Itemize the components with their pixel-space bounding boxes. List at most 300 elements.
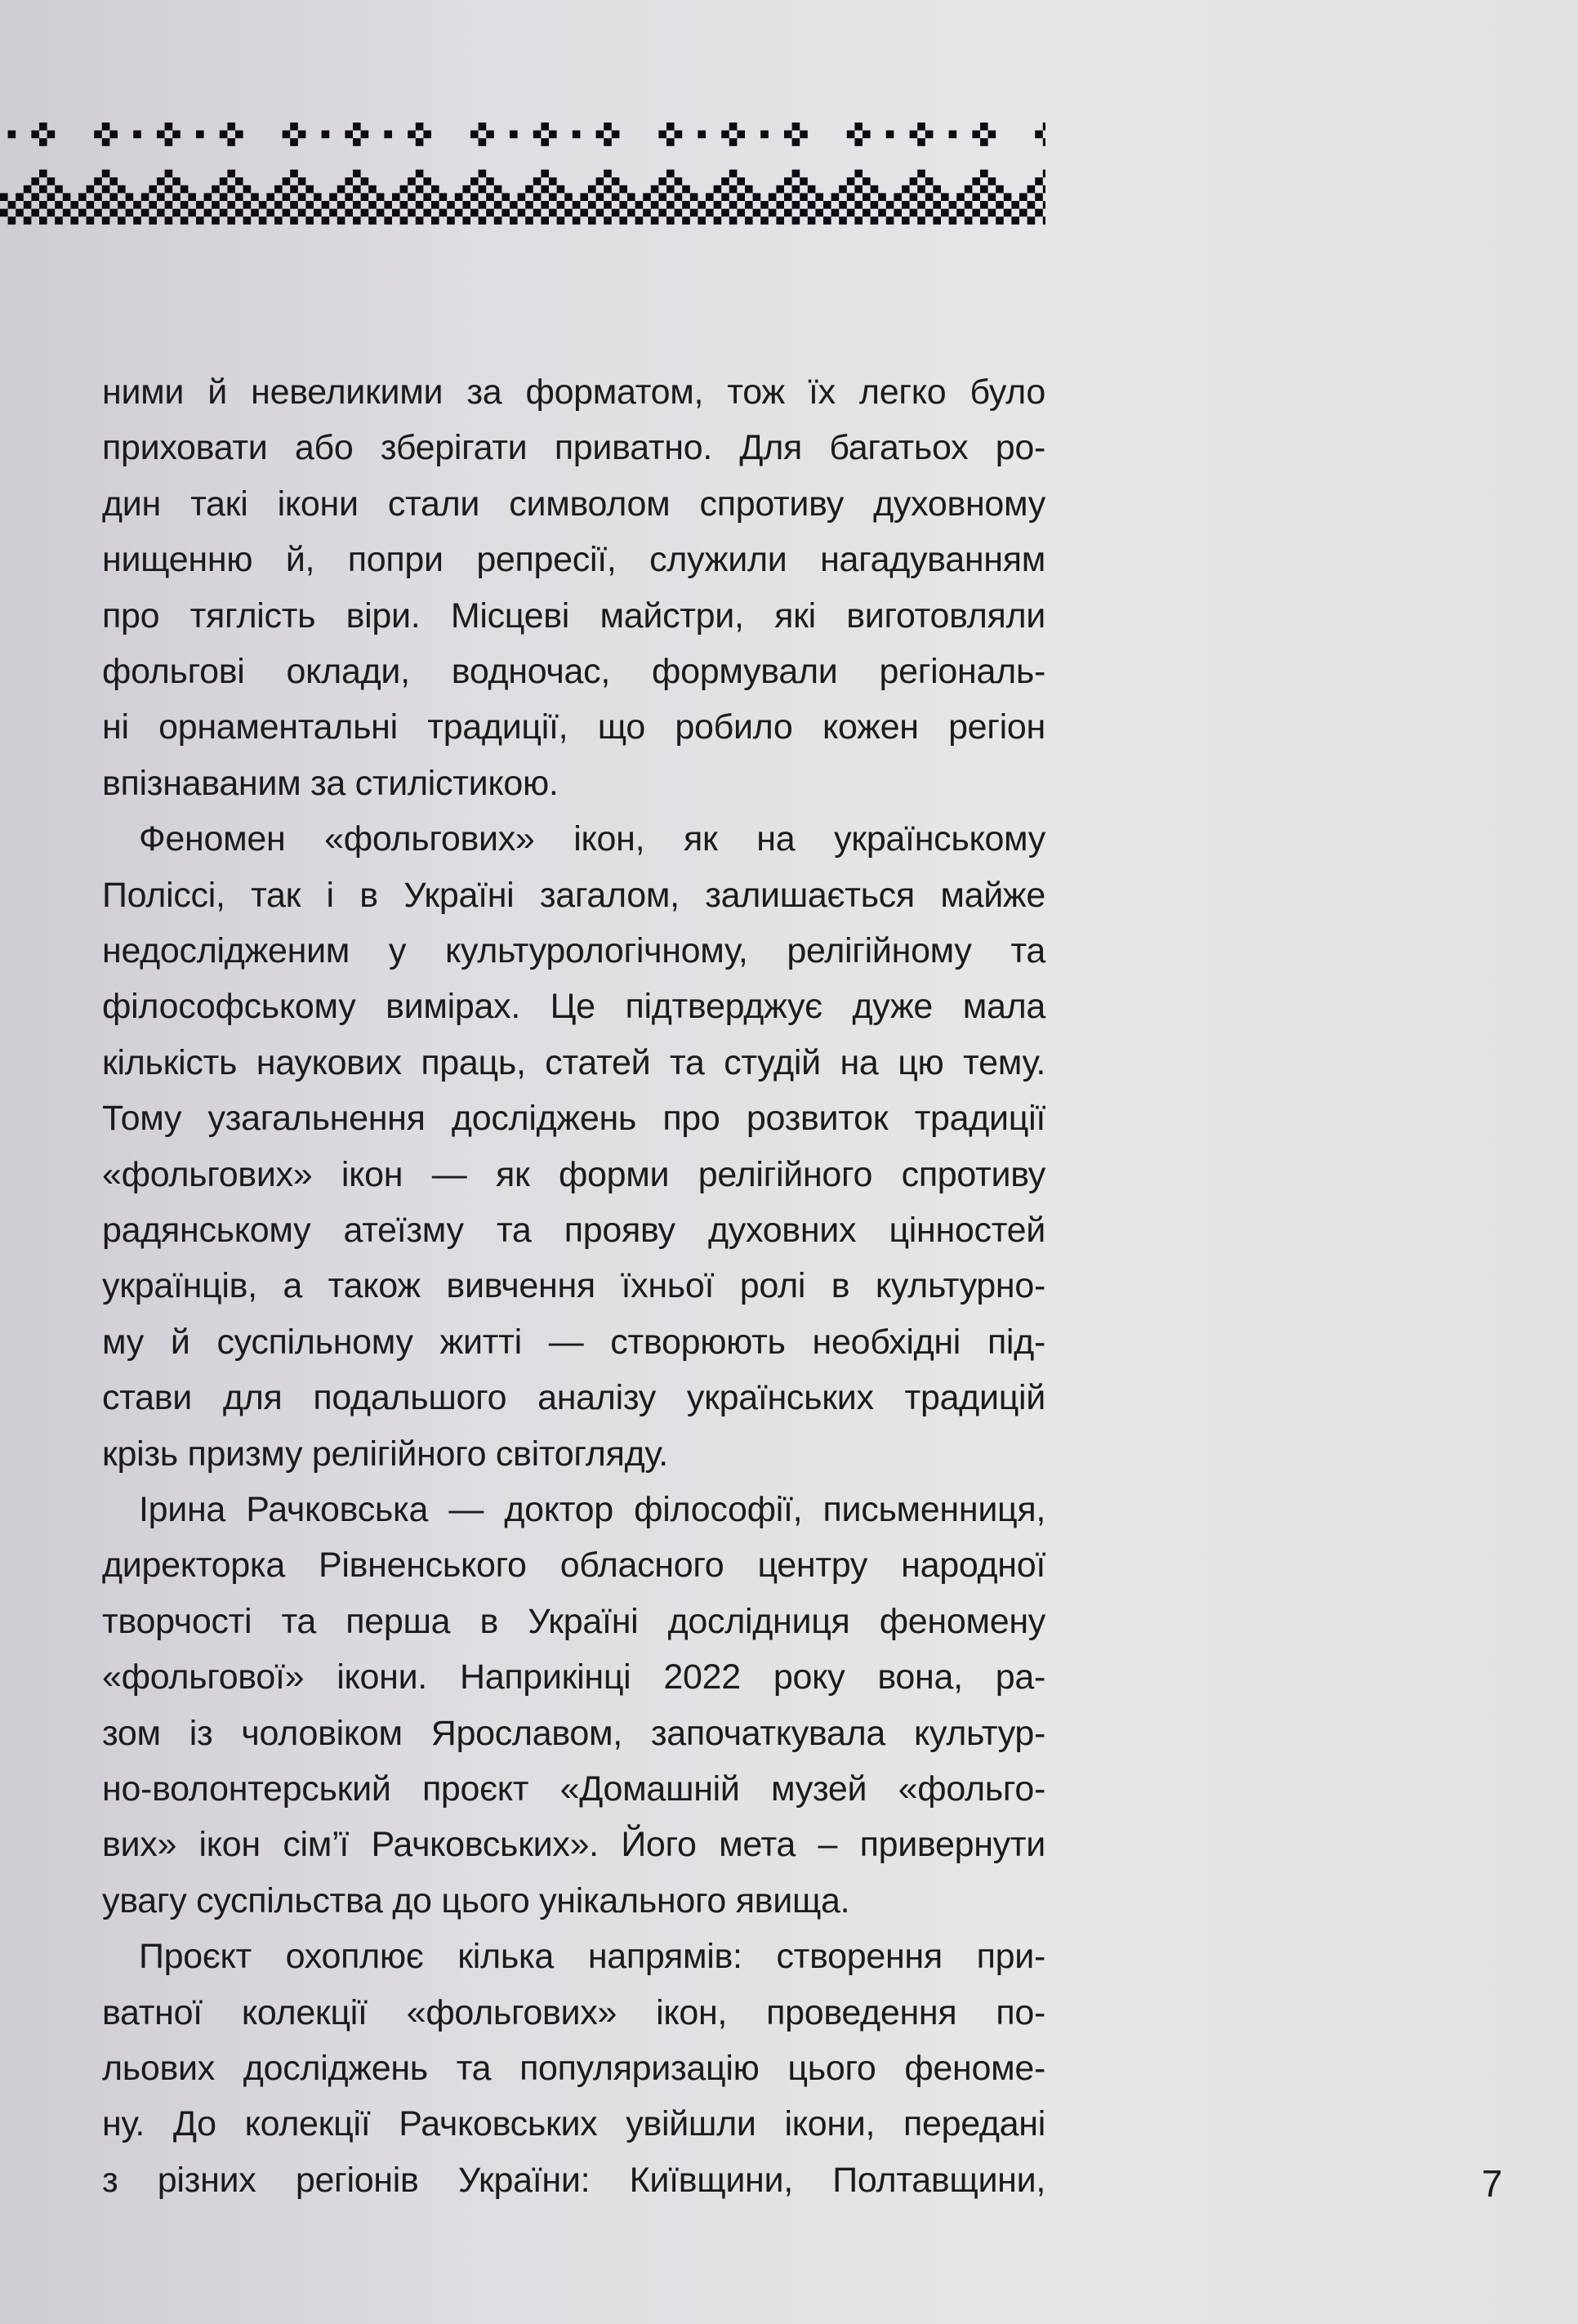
stitch-cell <box>980 201 988 209</box>
text-line: нищенню й, попри репресії, служили нагадуванням <box>102 540 1045 580</box>
stitch-cell <box>172 177 181 185</box>
cross-icon <box>157 131 165 139</box>
stitch-cell <box>573 216 581 225</box>
stitch-cell <box>118 216 126 225</box>
stitch-cell <box>290 185 298 194</box>
stitch-cell <box>847 209 855 217</box>
stitch-cell <box>854 185 863 194</box>
stitch-cell <box>1011 216 1019 225</box>
stitch-cell <box>871 216 879 225</box>
stitch-cell <box>917 185 925 194</box>
stitch-cell <box>721 193 729 201</box>
stitch-cell <box>666 201 675 209</box>
stitch-cell <box>55 201 63 209</box>
cross-icon <box>283 131 291 139</box>
stitch-cell <box>580 193 588 201</box>
stitch-cell <box>290 216 298 225</box>
stitch-cell <box>416 170 424 178</box>
stitch-cell <box>0 193 8 201</box>
stitch-cell <box>416 201 424 209</box>
stitch-cell <box>949 201 957 209</box>
stitch-cell <box>204 193 212 201</box>
stitch-cell <box>541 185 549 194</box>
stitch-cell <box>87 201 95 209</box>
stitch-cell <box>792 216 800 225</box>
stitch-cell <box>479 201 487 209</box>
stitch-cell <box>776 201 784 209</box>
stitch-cell <box>658 177 666 185</box>
stitch-cell <box>24 201 32 209</box>
stitch-cell <box>996 185 1004 194</box>
stitch-cell <box>800 209 808 217</box>
stitch-cell <box>878 209 886 217</box>
text-line: впізнаваним за стилістикою. <box>102 763 559 803</box>
stitch-cell <box>172 193 181 201</box>
stitch-cell <box>902 185 910 194</box>
stitch-cell <box>753 193 761 201</box>
stitch-cell <box>564 209 573 217</box>
stitch-cell <box>70 201 78 209</box>
stitch-cell <box>839 216 847 225</box>
cross-icon <box>220 131 228 139</box>
stitch-cell <box>486 193 494 201</box>
stitch-cell <box>988 193 996 201</box>
stitch-cell <box>78 193 87 201</box>
cross-icon <box>479 138 487 146</box>
stitch-cell <box>769 193 777 201</box>
stitch-cell <box>126 209 134 217</box>
stitch-cell <box>227 216 235 225</box>
stitch-cell <box>494 201 502 209</box>
text-line: ватної колекції «фольгових» ікон, проведення по- <box>102 1992 1045 2032</box>
stitch-cell <box>384 216 392 225</box>
cross-icon <box>721 131 729 139</box>
stitch-cell <box>666 185 675 194</box>
cross-icon <box>792 123 800 131</box>
stitch-cell <box>439 193 448 201</box>
stitch-cell <box>102 201 110 209</box>
stitch-cell <box>784 193 792 201</box>
cross-icon <box>39 138 47 146</box>
stitch-cell <box>133 216 141 225</box>
stitch-cell <box>235 177 243 185</box>
stitch-cell <box>564 193 573 201</box>
stitch-cell <box>910 193 918 201</box>
stitch-cell <box>549 193 557 201</box>
stitch-cell <box>283 209 291 217</box>
stitch-cell <box>39 216 47 225</box>
cross-icon <box>910 131 918 139</box>
stitch-cell <box>651 185 659 194</box>
dot-icon <box>322 131 330 139</box>
dot-icon <box>510 131 518 139</box>
stitch-cell <box>220 209 228 217</box>
stitch-cell <box>274 216 283 225</box>
stitch-cell <box>612 209 620 217</box>
stitch-cell <box>1043 216 1045 225</box>
stitch-cell <box>63 193 71 201</box>
stitch-cell <box>988 177 996 185</box>
stitch-cell <box>619 216 627 225</box>
stitch-cell <box>251 193 259 201</box>
stitch-cell <box>259 216 267 225</box>
stitch-cell <box>337 201 345 209</box>
text-line: но-волонтерський проєкт «Домашній музей «фольго- <box>102 1769 1045 1809</box>
stitch-cell <box>910 209 918 217</box>
stitch-cell <box>925 177 934 185</box>
stitch-cell <box>729 170 738 178</box>
text-line: льових досліджень та популяризацію цього феноме- <box>102 2049 1045 2088</box>
stitch-cell <box>627 193 635 201</box>
stitch-cell <box>455 193 463 201</box>
stitch-cell <box>627 209 635 217</box>
text-line: увагу суспільства до цього унікального явища. <box>102 1880 850 1920</box>
stitch-cell <box>392 209 400 217</box>
dot-icon <box>196 131 204 139</box>
stitch-cell <box>39 170 47 178</box>
cross-icon <box>729 138 738 146</box>
stitch-cell <box>714 201 722 209</box>
cross-icon <box>109 131 118 139</box>
stitch-cell <box>886 216 894 225</box>
cross-icon <box>172 131 181 139</box>
stitch-cell <box>212 201 220 209</box>
dot-icon <box>384 131 392 139</box>
cross-icon <box>980 138 988 146</box>
cross-icon <box>863 131 871 139</box>
stitch-cell <box>863 209 871 217</box>
stitch-cell <box>470 209 479 217</box>
text-line: «фольгової» ікони. Наприкінці 2022 року вона, ра- <box>102 1657 1045 1697</box>
cross-icon <box>290 123 298 131</box>
cross-icon <box>972 131 980 139</box>
stitch-cell <box>800 193 808 201</box>
stitch-cell <box>510 216 518 225</box>
cross-icon <box>729 123 738 131</box>
stitch-cell <box>518 209 526 217</box>
stitch-cell <box>227 185 235 194</box>
dot-icon <box>133 131 141 139</box>
text-line: ні орнаментальні традиції, що робило кожен регіон <box>102 707 1045 747</box>
stitch-cell <box>400 185 408 194</box>
stitch-cell <box>329 193 337 201</box>
stitch-cell <box>212 216 220 225</box>
stitch-cell <box>227 170 235 178</box>
stitch-cell <box>204 209 212 217</box>
dot-icon <box>760 131 769 139</box>
stitch-cell <box>878 193 886 201</box>
stitch-cell <box>479 170 487 178</box>
stitch-cell <box>149 185 157 194</box>
stitch-cell <box>181 216 189 225</box>
stitch-cell <box>792 170 800 178</box>
stitch-cell <box>619 201 627 209</box>
stitch-cell <box>745 185 753 194</box>
stitch-cell <box>109 209 118 217</box>
stitch-cell <box>643 209 651 217</box>
text-line: про тяглість віри. Місцеві майстри, які виготовляли <box>102 595 1045 636</box>
stitch-cell <box>690 193 698 201</box>
stitch-cell <box>337 216 345 225</box>
stitch-cell <box>871 201 879 209</box>
stitch-cell <box>1035 177 1043 185</box>
stitch-cell <box>0 209 8 217</box>
stitch-cell <box>933 216 941 225</box>
stitch-cell <box>745 201 753 209</box>
stitch-cell <box>573 201 581 209</box>
stitch-cell <box>980 185 988 194</box>
stitch-cell <box>298 193 306 201</box>
text-line: радянському атеїзму та прояву духовних цінностей <box>102 1211 1045 1250</box>
stitch-cell <box>55 185 63 194</box>
stitch-cell <box>165 185 173 194</box>
text-line: з різних регіонів України: Київщини, Полтавщини, <box>102 2160 1045 2200</box>
stitch-cell <box>416 216 424 225</box>
stitch-cell <box>8 216 16 225</box>
stitch-cell <box>157 209 165 217</box>
cross-icon <box>800 131 808 139</box>
text-line: фольгові оклади, водночас, формували регіональ- <box>102 652 1045 691</box>
cross-icon <box>612 131 620 139</box>
stitch-cell <box>549 177 557 185</box>
cross-icon <box>854 123 863 131</box>
cross-icon <box>925 131 934 139</box>
stitch-cell <box>322 216 330 225</box>
cross-icon <box>541 138 549 146</box>
cross-icon <box>533 131 542 139</box>
text-line: українців, а також вивчення їхньої ролі в культурно- <box>102 1266 1045 1306</box>
stitch-cell <box>808 216 816 225</box>
stitch-cell <box>612 193 620 201</box>
stitch-cell <box>243 185 252 194</box>
stitch-cell <box>604 216 612 225</box>
stitch-cell <box>651 201 659 209</box>
cross-icon <box>353 123 361 131</box>
stitch-cell <box>8 201 16 209</box>
stitch-cell <box>541 170 549 178</box>
stitch-cell <box>894 209 902 217</box>
stitch-cell <box>94 177 102 185</box>
text-line: стави для подальшого аналізу українських традицій <box>102 1378 1045 1418</box>
stitch-cell <box>470 193 479 201</box>
cross-icon <box>1043 138 1045 146</box>
stitch-cell <box>714 185 722 194</box>
stitch-cell <box>431 201 439 209</box>
cross-icon <box>39 123 47 131</box>
stitch-cell <box>290 201 298 209</box>
stitch-cell <box>604 201 612 209</box>
text-line: директорка Рівненського обласного центру народної <box>102 1546 1045 1586</box>
stitch-cell <box>839 201 847 209</box>
stitch-cell <box>721 209 729 217</box>
stitch-cell <box>651 216 659 225</box>
stitch-cell <box>760 201 769 209</box>
stitch-cell <box>377 193 385 201</box>
stitch-cell <box>470 177 479 185</box>
cross-icon <box>666 123 675 131</box>
stitch-cell <box>118 201 126 209</box>
stitch-cell <box>596 177 604 185</box>
stitch-cell <box>925 193 934 201</box>
stitch-cell <box>305 201 314 209</box>
stitch-cell <box>314 193 322 201</box>
stitch-cell <box>431 185 439 194</box>
cross-icon <box>408 131 416 139</box>
stitch-cell <box>588 216 596 225</box>
stitch-cell <box>479 185 487 194</box>
stitch-cell <box>831 209 840 217</box>
stitch-cell <box>322 201 330 209</box>
stitch-cell <box>996 201 1004 209</box>
stitch-cell <box>39 201 47 209</box>
stitch-cell <box>47 209 56 217</box>
stitch-cell <box>666 216 675 225</box>
stitch-cell <box>847 177 855 185</box>
stitch-cell <box>525 185 533 194</box>
cross-icon <box>596 131 604 139</box>
stitch-cell <box>917 216 925 225</box>
stitch-cell <box>823 201 831 209</box>
stitch-cell <box>416 185 424 194</box>
stitch-cell <box>619 185 627 194</box>
text-line: ну. До колекції Рачковських увійшли ікони, передані <box>102 2104 1045 2144</box>
stitch-cell <box>501 209 510 217</box>
cross-icon <box>31 131 39 139</box>
stitch-cell <box>70 216 78 225</box>
stitch-cell <box>377 209 385 217</box>
stitch-cell <box>675 177 683 185</box>
cross-icon <box>988 131 996 139</box>
stitch-cell <box>525 216 533 225</box>
stitch-cell <box>541 216 549 225</box>
stitch-cell <box>157 177 165 185</box>
dot-icon <box>886 131 894 139</box>
stitch-cell <box>1027 185 1036 194</box>
stitch-cell <box>188 193 196 201</box>
stitch-cell <box>353 216 361 225</box>
stitch-cell <box>181 201 189 209</box>
stitch-cell <box>384 201 392 209</box>
cross-icon <box>792 138 800 146</box>
stitch-cell <box>494 216 502 225</box>
text-line: кількість наукових праць, статей та студій на цю тему. <box>102 1042 1045 1082</box>
stitch-cell <box>39 185 47 194</box>
text-line: зом із чоловіком Ярославом, започаткувала культур- <box>102 1713 1045 1753</box>
stitch-cell <box>784 177 792 185</box>
stitch-cell <box>368 201 377 209</box>
stitch-cell <box>31 209 39 217</box>
stitch-cell <box>808 201 816 209</box>
stitch-cell <box>557 185 565 194</box>
stitch-cell <box>243 216 252 225</box>
cross-icon <box>1043 123 1045 131</box>
stitch-cell <box>24 185 32 194</box>
stitch-cell <box>886 201 894 209</box>
stitch-cell <box>94 209 102 217</box>
cross-icon <box>102 138 110 146</box>
stitch-cell <box>486 177 494 185</box>
cross-icon <box>353 138 361 146</box>
text-line: Феномен «фольгових» ікон, як на українському <box>139 819 1045 859</box>
stitch-cell <box>518 193 526 201</box>
stitch-cell <box>863 193 871 201</box>
stitch-cell <box>274 185 283 194</box>
stitch-cell <box>776 216 784 225</box>
stitch-cell <box>666 170 675 178</box>
stitch-cell <box>956 193 965 201</box>
stitch-cell <box>196 216 204 225</box>
stitch-cell <box>580 209 588 217</box>
stitch-cell <box>902 216 910 225</box>
stitch-cell <box>706 193 714 201</box>
stitch-cell <box>682 201 690 209</box>
stitch-cell <box>643 193 651 201</box>
stitch-cell <box>494 185 502 194</box>
cross-icon <box>541 123 549 131</box>
stitch-cell <box>1043 201 1045 209</box>
cross-icon <box>47 131 56 139</box>
stitch-cell <box>266 193 274 201</box>
stitch-cell <box>55 216 63 225</box>
cross-icon <box>658 131 666 139</box>
stitch-cell <box>188 209 196 217</box>
stitch-cell <box>63 209 71 217</box>
stitch-cell <box>235 193 243 201</box>
stitch-cell <box>988 209 996 217</box>
stitch-cell <box>729 216 738 225</box>
stitch-cell <box>894 193 902 201</box>
stitch-cell <box>298 177 306 185</box>
stitch-cell <box>776 185 784 194</box>
stitch-cell <box>525 201 533 209</box>
stitch-cell <box>949 216 957 225</box>
stitch-cell <box>745 216 753 225</box>
text-line: ними й невеликими за форматом, тож їх легко було <box>102 372 1045 412</box>
stitch-cell <box>345 209 353 217</box>
stitch-cell <box>87 185 95 194</box>
stitch-cell <box>965 185 973 194</box>
stitch-cell <box>588 185 596 194</box>
text-line: недослідженим у культурологічному, релігійному та <box>102 931 1045 970</box>
stitch-cell <box>1027 201 1036 209</box>
stitch-cell <box>47 193 56 201</box>
stitch-cell <box>1004 193 1012 201</box>
stitch-cell <box>157 193 165 201</box>
stitch-cell <box>910 177 918 185</box>
cross-icon <box>604 138 612 146</box>
stitch-cell <box>283 193 291 201</box>
stitch-cell <box>831 193 840 201</box>
stitch-cell <box>729 201 738 209</box>
stitch-cell <box>227 201 235 209</box>
stitch-cell <box>345 193 353 201</box>
cross-icon <box>416 123 424 131</box>
cross-icon <box>345 131 353 139</box>
stitch-cell <box>690 209 698 217</box>
stitch-cell <box>16 209 24 217</box>
stitch-cell <box>902 201 910 209</box>
stitch-cell <box>149 216 157 225</box>
stitch-cell <box>486 209 494 217</box>
stitch-cell <box>839 185 847 194</box>
stitch-cell <box>635 201 644 209</box>
stitch-cell <box>31 193 39 201</box>
cross-icon <box>165 123 173 131</box>
stitch-cell <box>596 193 604 201</box>
cross-icon <box>737 131 745 139</box>
stitch-cell <box>361 193 369 201</box>
stitch-cell <box>24 216 32 225</box>
